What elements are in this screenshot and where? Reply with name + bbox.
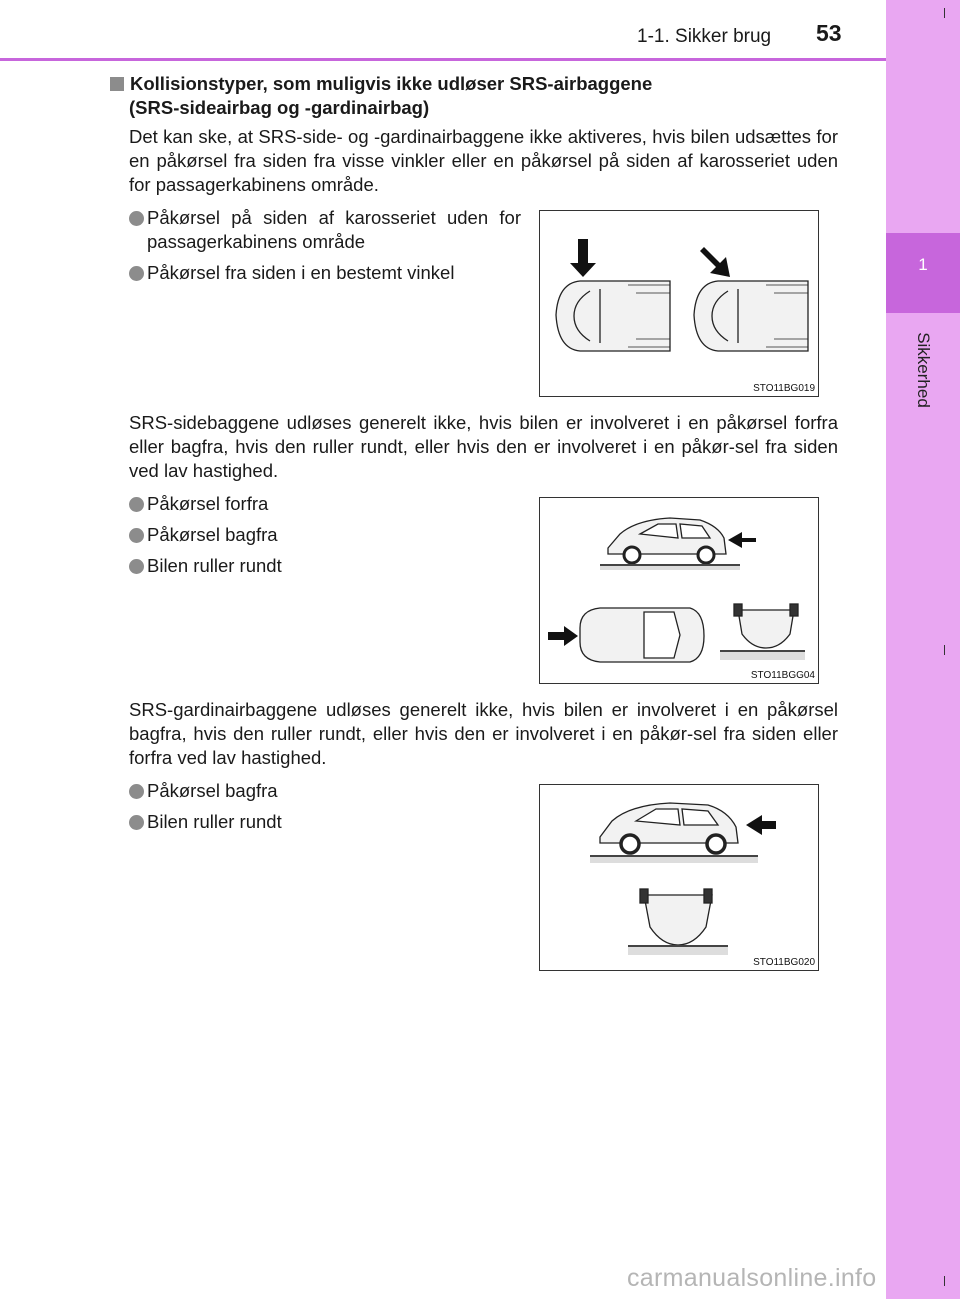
- list-item: Påkørsel på siden af karosseriet uden for passagerkabinens område: [129, 206, 521, 254]
- figure-side-impact: [539, 210, 819, 397]
- car-top-view-icon: [556, 281, 670, 351]
- crop-mark: [944, 8, 945, 18]
- list-item: Påkørsel bagfra: [129, 779, 521, 803]
- heading-line-1: Kollisionstyper, som muligvis ikke udløser SRS-airbaggene: [130, 73, 653, 94]
- chapter-sidebar: [886, 0, 960, 1299]
- bullet-dot-icon: [129, 784, 144, 799]
- rear-rollover-illustration: [540, 785, 820, 972]
- list-item: Påkørsel bagfra: [129, 523, 521, 547]
- impact-arrow-icon: [548, 626, 578, 646]
- list-item: Påkørsel fra siden i en bestemt vinkel: [129, 261, 521, 285]
- overturned-car-icon: [640, 889, 712, 945]
- bullet-dot-icon: [129, 497, 144, 512]
- crop-mark: [944, 645, 945, 655]
- impact-arrow-icon: [728, 532, 756, 548]
- figure-code: STO11BGG04: [750, 670, 815, 681]
- car-top-view-icon: [694, 281, 808, 351]
- chapter-number: 1: [918, 255, 928, 274]
- header-rule: [0, 58, 886, 61]
- figure-front-rear-rollover: [539, 497, 819, 684]
- section-heading: [110, 72, 830, 120]
- car-top-view-icon: [580, 608, 704, 662]
- list-item: Bilen ruller rundt: [129, 810, 521, 834]
- paragraph-curtain-airbag: SRS-gardinairbaggene udløses generelt ikke, hvis bilen er involveret i en påkørsel bagfra, hvis den ruller rundt, eller hvis den er involveret i en påkør-sel fra siden eller forfra ved lav hastighed.: [129, 699, 838, 768]
- paragraph-side-airbag: SRS-sidebaggene udløses generelt ikke, hvis bilen er involveret i en påkørsel forfra eller bagfra, hvis den ruller rundt, eller hvis den er involveret i en påkør-sel fra siden ved lav hastighed.: [129, 412, 838, 481]
- overturned-car-icon: [734, 604, 798, 648]
- list-item: Bilen ruller rundt: [129, 554, 521, 578]
- bullet-dot-icon: [129, 815, 144, 830]
- front-rear-rollover-illustration: [540, 498, 820, 685]
- impact-arrow-icon: [700, 247, 730, 277]
- figure-code: STO11BG019: [753, 383, 815, 394]
- crop-mark: [944, 1276, 945, 1286]
- square-bullet-icon: [110, 77, 124, 91]
- intro-paragraph: Det kan ske, at SRS-side- og -gardinairbaggene ikke aktiveres, hvis bilen udsættes for en påkørsel fra siden fra visse vinkler eller en påkørsel på siden af karosseriet uden for passagerkabinens område.: [129, 126, 838, 195]
- bullet-list-2: [129, 492, 521, 585]
- bullet-dot-icon: [129, 266, 144, 281]
- page-number: 53: [816, 20, 842, 46]
- bullet-dot-icon: [129, 528, 144, 543]
- figure-rear-rollover: [539, 784, 819, 971]
- chapter-label: Sikkerhed: [914, 332, 933, 408]
- bullet-dot-icon: [129, 559, 144, 574]
- side-impact-illustration: [540, 211, 820, 398]
- bullet-list-3: [129, 779, 521, 841]
- header-section-title: 1-1. Sikker brug: [637, 26, 772, 47]
- impact-arrow-icon: [570, 239, 596, 277]
- watermark: carmanualsonline.info: [627, 1264, 877, 1292]
- figure-code: STO11BG020: [753, 957, 815, 968]
- bullet-list-1: [129, 206, 521, 292]
- list-item: Påkørsel forfra: [129, 492, 521, 516]
- bullet-dot-icon: [129, 211, 144, 226]
- impact-arrow-icon: [746, 815, 776, 835]
- heading-line-2: (SRS-sideairbag og -gardinairbag): [129, 97, 430, 118]
